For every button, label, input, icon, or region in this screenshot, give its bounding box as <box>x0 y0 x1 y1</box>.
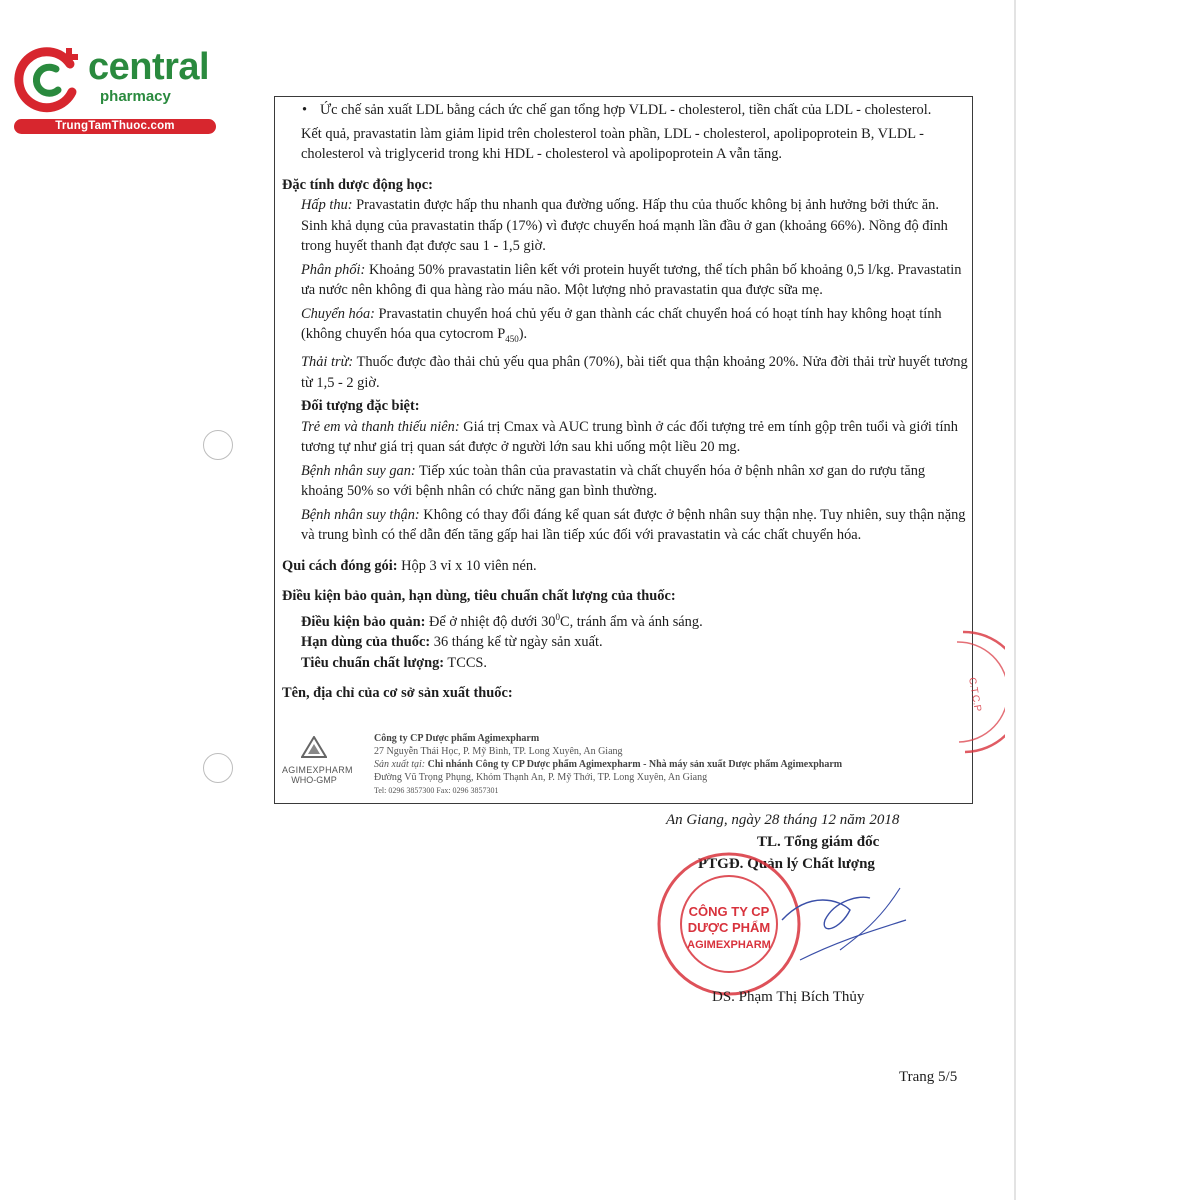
signer-name: DS. Phạm Thị Bích Thủy <box>712 989 865 1005</box>
manufacturer-heading: Tên, địa chỉ của cơ sở sản xuất thuốc: <box>282 685 513 702</box>
punch-hole <box>203 753 233 783</box>
handwritten-signature-icon <box>780 880 910 970</box>
signature-title: TL. Tổng giám đốc <box>757 834 880 850</box>
special-heading: Đối tượng đặc biệt: <box>301 398 420 415</box>
manufacturer-text <box>374 732 842 797</box>
manufacturer-block <box>282 728 962 798</box>
logo-ring-icon <box>12 42 86 116</box>
agimexpharm-mark-icon <box>301 736 327 758</box>
standard-paragraph: Tiêu chuẩn chất lượng: TCCS. <box>301 654 488 671</box>
signature-subtitle: PTGĐ. Quản lý Chất lượng <box>698 856 875 872</box>
children-paragraph: Trẻ em và thanh thiếu niên: Giá trị Cmax và AUC trung bình ở các đối tượng trẻ em tính gộp trên tuổi và giới tính tương tự như giá trị quan sát được ở người lớn sau khi uống một liều 20 mg. <box>301 418 958 456</box>
company-name: Công ty CP Dược phẩm Agimexpharm <box>374 733 540 744</box>
svg-text:DƯỢC PHẨM: DƯỢC PHẨM <box>687 920 771 935</box>
packaging-paragraph: Qui cách đóng gói: Hộp 3 vỉ x 10 viên nén. <box>282 557 537 574</box>
svg-text:C.T.C.P: C.T.C.P <box>966 676 983 713</box>
production-site: Sản xuất tại: Chi nhánh Công ty CP Dược phẩm Agimexpharm - Nhà máy sản xuất Dược phẩm Agimexpharm <box>374 759 843 770</box>
bullet-item: • Ức chế sản xuất LDL bằng cách ức chế gan tổng hợp VLDL - cholesterol, tiền chất của LDL - cholesterol. <box>302 102 932 118</box>
expiry-paragraph: Hạn dùng của thuốc: 36 tháng kể từ ngày sản xuất. <box>301 634 603 651</box>
result-paragraph: Kết quả, pravastatin làm giảm lipid trên cholesterol toàn phần, LDL - cholesterol, apolipoprotein B, VLDL - cholesterol và triglycerid trong khi HDL - cholesterol và apolipoprotein A vẫn tăng. <box>301 125 924 162</box>
svg-text:CÔNG TY CP: CÔNG TY CP <box>688 904 770 919</box>
logo-name: AGIMEXPHARM <box>282 765 353 775</box>
excretion-paragraph: Thải trừ: Thuốc được đào thải chủ yếu qua phân (70%), bài tiết qua thận khoảng 20%. Nửa đời thải trừ huyết tương từ 1,5 - 2 giờ. <box>301 354 968 391</box>
logo-brand: central <box>88 46 210 88</box>
logo-grade: WHO-GMP <box>291 775 337 785</box>
pk-heading: Đặc tính dược động học: <box>282 176 433 193</box>
contact-line: Tel: 0296 3857300 Fax: 0296 3857301 <box>374 786 499 795</box>
absorption-paragraph: Hấp thu: Pravastatin được hấp thu nhanh qua đường uống. Hấp thu của thuốc không bị ảnh hưởng bởi thức ăn. Sinh khả dụng của pravastatin thấp (17%) vì được chuyển hoá mạnh lần đầu ở gan (khoảng 66%). Nồng độ đỉnh trong huyết thanh đạt được sau 1 - 1,5 giờ. <box>301 197 948 254</box>
logo-site: TrungTamThuoc.com <box>14 119 216 134</box>
storage-paragraph: Điều kiện bảo quản: Để ở nhiệt độ dưới $30^0C$, tránh ẩm và ánh sáng. <box>301 611 703 630</box>
liver-paragraph: Bệnh nhân suy gan: Tiếp xúc toàn thân của pravastatin và chất chuyển hóa ở bệnh nhân xơ gan do rượu tăng khoảng 50% so với bệnh nhân có chức năng gan bình thường. <box>301 462 926 500</box>
punch-hole <box>203 430 233 460</box>
site-address: Đường Vũ Trọng Phụng, Khóm Thạnh An, P. Mỹ Thới, TP. Long Xuyên, An Giang <box>374 772 708 783</box>
logo-subtitle: pharmacy <box>100 88 171 105</box>
kidney-paragraph: Bệnh nhân suy thận: Không có thay đổi đáng kể quan sát được ở bệnh nhân suy thận nhẹ. Tuy nhiên, suy thận nặng và trung bình có thể dẫn đến tăng gấp hai lần tiếp xúc đối với pravastatin và các chất chuyển hóa. <box>301 506 966 544</box>
distribution-paragraph: Phân phối: Khoảng 50% pravastatin liên kết với protein huyết tương, thể tích phân bố khoảng 0,5 l/kg. Pravastatin ưa nước nên không đi qua hàng rào máu não. Một lượng nhỏ pravastatin qua được sữa mẹ. <box>301 261 962 298</box>
svg-text:AGIMEXPHARM: AGIMEXPHARM <box>687 939 771 951</box>
agimexpharm-logo <box>282 736 353 785</box>
storage-heading: Điều kiện bảo quản, hạn dùng, tiêu chuẩn chất lượng của thuốc: <box>282 588 676 605</box>
metabolism-paragraph: Chuyển hóa: Pravastatin chuyển hoá chủ yếu ở gan thành các chất chuyển hoá có hoạt tính hay không hoạt tính (không chuyển hóa qua cytocrom $P_{450}$). <box>301 305 942 344</box>
paper-edge <box>1014 0 1016 1200</box>
edge-stamp-icon <box>955 628 1005 758</box>
document-body <box>282 100 968 704</box>
page-number: Trang 5/5 <box>899 1069 958 1085</box>
central-pharmacy-logo <box>8 38 218 138</box>
signature-date: An Giang, ngày 28 tháng 12 năm 2018 <box>666 812 900 828</box>
company-address: 27 Nguyễn Thái Học, P. Mỹ Bình, TP. Long Xuyên, An Giang <box>374 746 623 757</box>
